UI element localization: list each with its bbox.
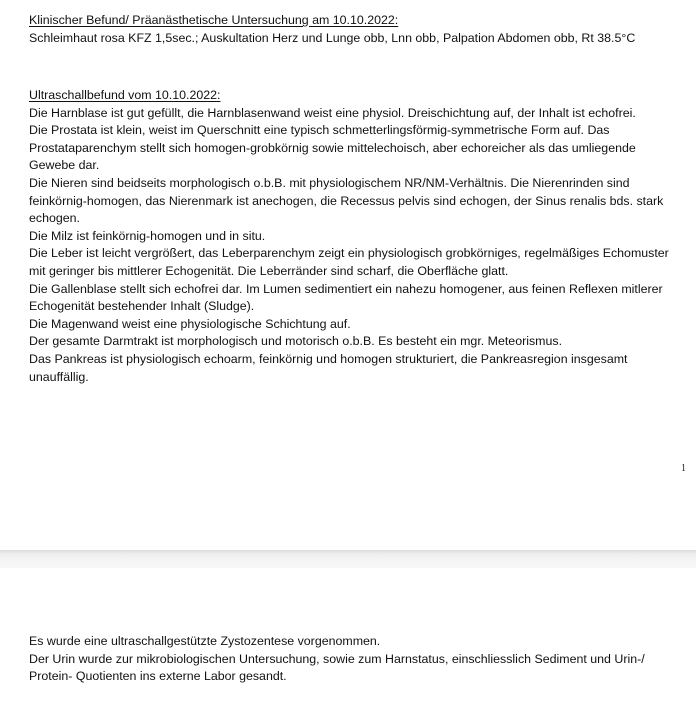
finding-pancreas: Das Pankreas ist physiologisch echoarm, feinkörnig und homogen strukturiert, die Pankreasregion insgesamt unauffällig.	[29, 351, 628, 384]
finding-bladder: Die Harnblase ist gut gefüllt, die Harnblasenwand weist eine physiol. Dreischichtung auf, der Inhalt ist echofrei.	[29, 105, 636, 120]
finding-intestine: Der gesamte Darmtrakt ist morphologisch und motorisch o.b.B. Es besteht ein mgr. Meteorismus.	[29, 334, 563, 349]
clinical-findings-text: Schleimhaut rosa KFZ 1,5sec.; Auskultation Herz und Lunge obb, Lnn obb, Palpation Abdomen obb, Rt 38.5°C	[29, 30, 636, 45]
page-number: 1	[681, 463, 686, 474]
finding-prostate: Die Prostata ist klein, weist im Querschnitt eine typisch schmetterlingsförmig-symmetrische Form auf. Das Prostataparenchym stellt sich homogen-grobkörnig sowie mittelechoisch, aber echoreicher als das umliegende Gewebe dar.	[29, 123, 636, 173]
clinical-findings-section	[29, 12, 669, 47]
finding-gallbladder: Die Gallenblase stellt sich echofrei dar. Im Lumen sedimentiert ein nahezu homogener, aus feinen Reflexen mitlerer Echogenität bestehender Inhalt (Sludge).	[29, 281, 663, 314]
document-page-2	[0, 568, 696, 703]
procedure-section	[29, 633, 669, 686]
finding-kidneys: Die Nieren sind beidseits morphologisch o.b.B. mit physiologischem NR/NM-Verhältnis. Die Nierenrinden sind feinkörnig-homogen, das Nierenmark ist anechogen, die Recessus pelvis sind echogen, der Sinus renalis bds. stark echogen.	[29, 175, 664, 226]
clinical-findings-heading: Klinischer Befund/ Präanästhetische Untersuchung am 10.10.2022:	[29, 13, 399, 27]
finding-stomach: Die Magenwand weist eine physiologische Schichtung auf.	[29, 316, 351, 331]
ultrasound-findings-heading: Ultraschallbefund vom 10.10.2022:	[29, 88, 221, 102]
finding-spleen: Die Milz ist feinkörnig-homogen und in situ.	[29, 228, 266, 243]
page-break-divider	[0, 550, 696, 568]
ultrasound-findings-section	[29, 87, 669, 386]
lab-submission-text: Der Urin wurde zur mikrobiologischen Untersuchung, sowie zum Harnstatus, einschliesslich Sediment und Urin-/ Protein- Quotienten ins externe Labor gesandt.	[29, 651, 645, 684]
cystocentesis-text: Es wurde eine ultraschallgestützte Zystozentese vorgenommen.	[29, 634, 381, 648]
finding-liver: Die Leber ist leicht vergrößert, das Leberparenchym zeigt ein physiologisch grobkörniges, regelmäßiges Echomuster mit geringer bis mittlerer Echogenität. Die Leberränder sind scharf, die Oberfläche glatt.	[29, 246, 669, 278]
